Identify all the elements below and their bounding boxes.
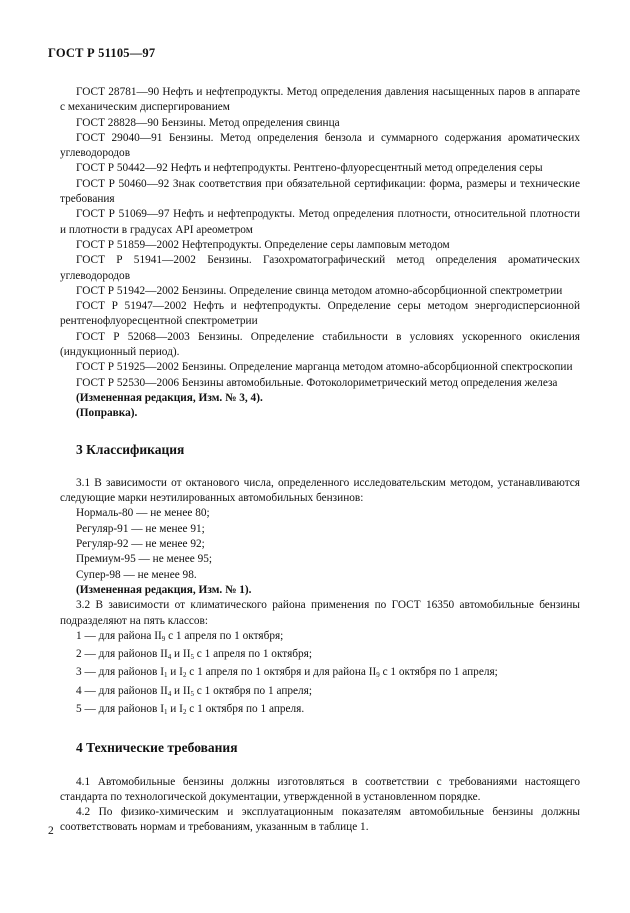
reference-item: ГОСТ 28781—90 Нефть и нефтепродукты. Метод определения давления насыщенных паров в аппарате с механическим диспергированием — [60, 86, 580, 114]
reference-item: ГОСТ Р 51947—2002 Нефть и нефтепродукты. Определение серы методом энергодисперсионной рентгенофлуоресцентной спектрометрии — [60, 300, 580, 328]
reference-item: ГОСТ 28828—90 Бензины. Метод определения свинца — [76, 116, 340, 129]
reference-item: ГОСТ Р 52068—2003 Бензины. Определение стабильности в условиях ускоренного окисления (индукционный период). — [60, 330, 580, 359]
grade-item: Регуляр-91 — не менее 91; — [76, 522, 205, 535]
amendment-note: (Поправка). — [76, 407, 138, 420]
class-item: 1 — для района $II_9$ с 1 апреля по 1 октября; — [76, 629, 284, 643]
section-3-heading: 3 Классификация — [76, 441, 185, 457]
grade-item: Премиум-95 — не менее 95; — [76, 553, 213, 566]
grade-item: Супер-98 — не менее 98. — [76, 568, 197, 581]
class-item: 2 — для районов $II_4$ и $II_5$ с 1 апреля по 1 октября; — [76, 648, 313, 662]
class-item: 5 — для районов $I_1$ и $I_2$ с 1 октября по 1 апреля. — [76, 702, 305, 716]
section-4-heading: 4 Технические требования — [76, 740, 238, 756]
clause-3-2: 3.2 В зависимости от климатического района применения по ГОСТ 16350 автомобильные бензины подразделяют на пять классов: — [60, 599, 580, 627]
page-content — [60, 85, 580, 836]
reference-item: ГОСТ Р 52530—2006 Бензины автомобильные. Фотоколориметрический метод определения железа — [76, 376, 558, 389]
class-item: 3 — для районов $I_1$ и $I_2$ с 1 апреля по 1 октября и для района $II_9$ с 1 октября по 1 апреля; — [76, 666, 498, 680]
reference-item: ГОСТ Р 51942—2002 Бензины. Определение свинца методом атомно-абсорбционной спектрометрии — [76, 284, 563, 297]
grade-item: Регуляр-92 — не менее 92; — [76, 538, 205, 551]
reference-item: ГОСТ Р 51069—97 Нефть и нефтепродукты. Метод определения плотности, относительной плотности и плотности в градусах API ареометром — [60, 208, 580, 236]
clause-4-2: 4.2 По физико-химическим и эксплуатационным показателям автомобильные бензины должны соответствовать нормам и требованиям, указанным в таблице 1. — [60, 806, 580, 834]
grade-item: Нормаль-80 — не менее 80; — [76, 507, 210, 520]
page-number: 2 — [48, 825, 54, 837]
reference-item: ГОСТ Р 51941—2002 Бензины. Газохроматографический метод определения ароматических углеводородов — [60, 254, 580, 282]
reference-item: ГОСТ 29040—91 Бензины. Метод определения бензола и суммарного содержания ароматических углеводородов — [60, 131, 580, 160]
revision-note: (Измененная редакция, Изм. № 3, 4). — [76, 391, 263, 404]
page-header: ГОСТ Р 51105—97 — [48, 46, 156, 60]
clause-3-1: 3.1 В зависимости от октанового числа, определенного исследовательским методом, устанавливаются следующие марки неэтилированных автомобильных бензинов: — [60, 476, 580, 505]
clause-4-1: 4.1 Автомобильные бензины должны изготовляться в соответствии с требованиями настоящего стандарта по технологической документации, утвержденной в установленном порядке. — [60, 775, 580, 803]
revision-note: (Измененная редакция, Изм. № 1). — [76, 583, 252, 596]
reference-item: ГОСТ Р 51925—2002 Бензины. Определение марганца методом атомно-абсорбционной спектроскопии — [76, 361, 573, 374]
class-item: 4 — для районов $II_4$ и $II_5$ с 1 октября по 1 апреля; — [76, 684, 313, 698]
reference-item: ГОСТ Р 50442—92 Нефть и нефтепродукты. Рентгено-флуоресцентный метод определения серы — [76, 162, 543, 175]
reference-item: ГОСТ Р 50460—92 Знак соответствия при обязательной сертификации: форма, размеры и технические требования — [60, 177, 580, 206]
reference-item: ГОСТ Р 51859—2002 Нефтепродукты. Определение серы ламповым методом — [76, 238, 450, 251]
